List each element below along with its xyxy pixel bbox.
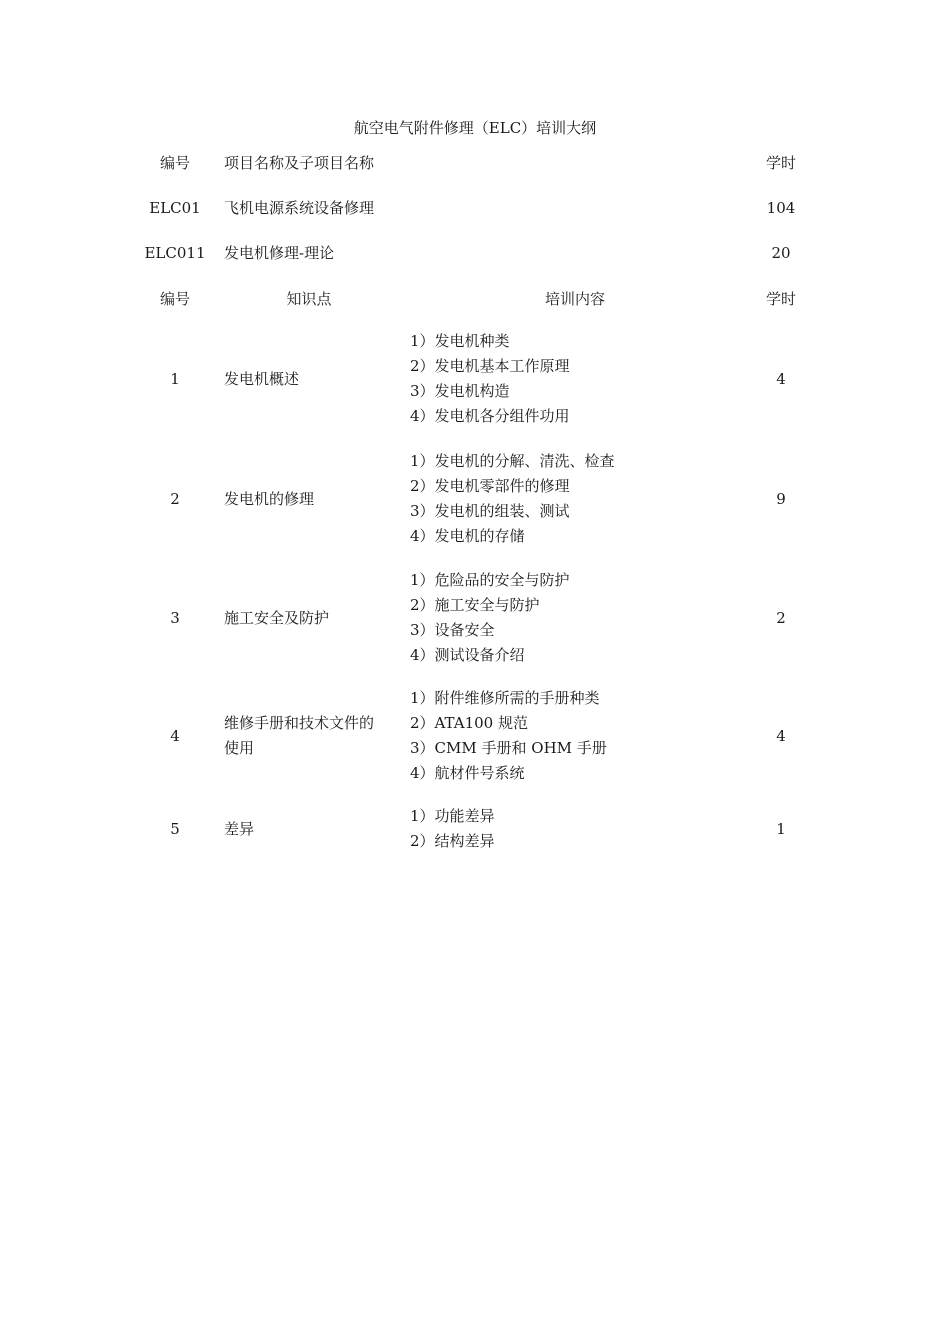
project-num: ELC01 <box>149 199 201 217</box>
content-line: 3）CMM 手册和 OHM 手册 <box>410 739 607 757</box>
item-content <box>410 449 740 549</box>
content-line: 1）发电机种类 <box>410 332 510 350</box>
content-line: 3）发电机构造 <box>410 382 510 400</box>
knowledge-line: 施工安全及防护 <box>224 609 330 627</box>
content-line: 4）测试设备介绍 <box>410 646 525 664</box>
content-line: 2）结构差异 <box>410 832 495 850</box>
table-row <box>0 686 950 786</box>
item-num: 2 <box>170 490 180 508</box>
content-line: 3）发电机的组装、测试 <box>410 502 570 520</box>
header2-num: 编号 <box>159 290 190 308</box>
content-line: 1）功能差异 <box>410 807 495 825</box>
item-knowledge <box>224 817 399 842</box>
table-row <box>0 329 950 429</box>
header-hours: 学时 <box>765 154 796 172</box>
content-line: 4）航材件号系统 <box>410 764 525 782</box>
project-name: 飞机电源系统设备修理 <box>224 199 375 217</box>
item-hours: 4 <box>776 727 786 745</box>
header2-content: 培训内容 <box>544 290 605 308</box>
item-num: 3 <box>170 609 180 627</box>
item-knowledge <box>224 606 399 631</box>
table-row <box>0 804 950 854</box>
content-line: 4）发电机的存储 <box>410 527 525 545</box>
item-num: 5 <box>170 820 180 838</box>
content-line: 1）危险品的安全与防护 <box>410 571 570 589</box>
item-num: 1 <box>170 370 180 388</box>
item-content <box>410 686 740 786</box>
item-hours: 1 <box>776 820 786 838</box>
item-content <box>410 329 740 429</box>
header2-hours: 学时 <box>765 290 796 308</box>
header-num: 编号 <box>159 154 190 172</box>
item-content <box>410 568 740 668</box>
knowledge-line: 发电机概述 <box>224 370 300 388</box>
item-knowledge <box>224 487 399 512</box>
item-hours: 9 <box>776 490 786 508</box>
subproject-num: ELC011 <box>144 244 206 262</box>
content-line: 2）ATA100 规范 <box>410 714 528 732</box>
content-line: 3）设备安全 <box>410 621 495 639</box>
header-name: 项目名称及子项目名称 <box>224 154 375 172</box>
subproject-name: 发电机修理-理论 <box>224 244 335 262</box>
knowledge-line: 发电机的修理 <box>224 490 315 508</box>
item-num: 4 <box>170 727 180 745</box>
subproject-hours: 20 <box>771 244 791 262</box>
knowledge-line: 维修手册和技术文件的 <box>224 714 375 732</box>
content-line: 1）附件维修所需的手册种类 <box>410 689 600 707</box>
document-title: 航空电气附件修理（ELC）培训大纲 <box>353 119 597 137</box>
knowledge-line: 使用 <box>224 739 255 757</box>
content-line: 4）发电机各分组件功用 <box>410 407 570 425</box>
header2-knowledge: 知识点 <box>286 290 332 308</box>
item-knowledge <box>224 367 399 392</box>
table-row <box>0 449 950 549</box>
project-hours: 104 <box>766 199 796 217</box>
item-hours: 4 <box>776 370 786 388</box>
content-line: 2）施工安全与防护 <box>410 596 540 614</box>
content-line: 2）发电机基本工作原理 <box>410 357 570 375</box>
content-line: 2）发电机零部件的修理 <box>410 477 570 495</box>
table-row <box>0 568 950 668</box>
item-content <box>410 804 740 854</box>
item-knowledge <box>224 711 399 761</box>
item-hours: 2 <box>776 609 786 627</box>
content-line: 1）发电机的分解、清洗、检查 <box>410 452 615 470</box>
knowledge-line: 差异 <box>224 820 255 838</box>
